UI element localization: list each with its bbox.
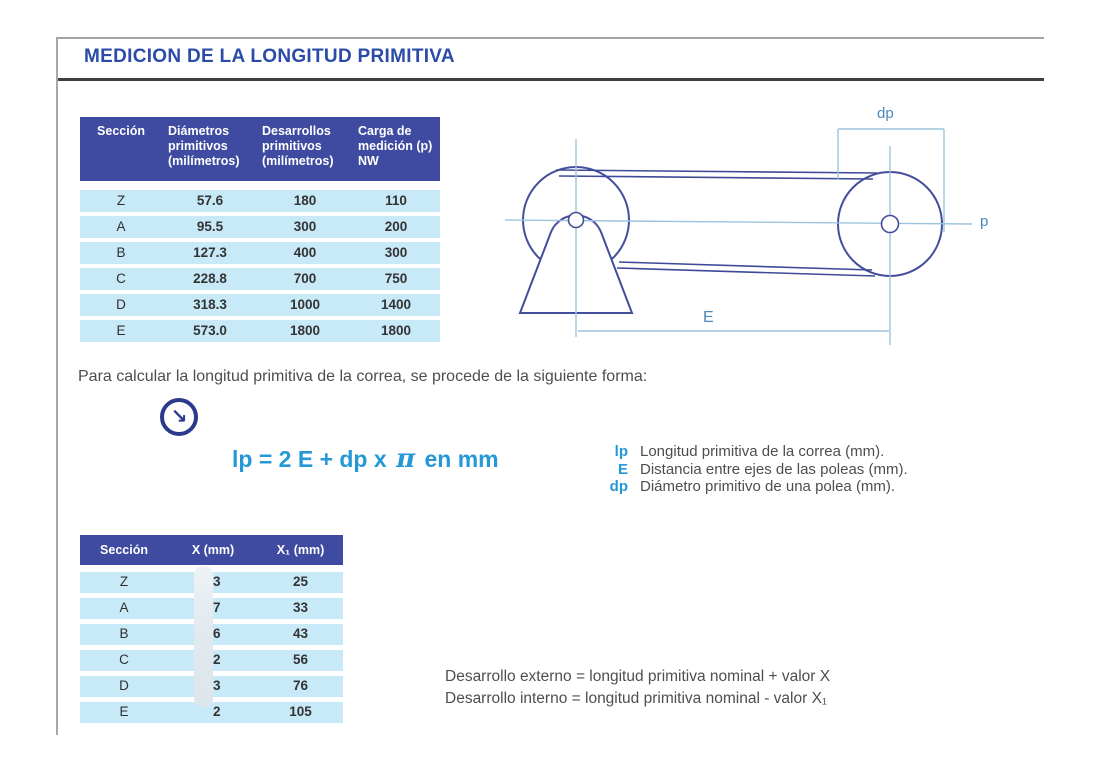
legend-term: E <box>617 460 628 478</box>
page-title: MEDICION DE LA LONGITUD PRIMITIVA <box>84 46 455 67</box>
cell-seccion: A <box>116 219 126 234</box>
cell-seccion: B <box>116 245 126 260</box>
cell-x1-value: 33 <box>292 600 309 615</box>
intro-text: Para calcular la longitud primitiva de la correa, se procede de la siguiente forma: <box>78 368 648 385</box>
cell-seccion: A <box>119 600 129 615</box>
note-desarrollo-interno: Desarrollo interno = longitud primitiva nominal - valor X₁ <box>445 690 828 707</box>
cell-desarrollo: 180 <box>293 193 317 208</box>
cell-x-value: 3 <box>213 574 221 589</box>
cell-carga: 110 <box>385 193 407 208</box>
table2-header <box>80 535 343 565</box>
cell-desarrollo: 400 <box>293 245 317 260</box>
cell-seccion: C <box>119 652 129 667</box>
table2-header-seccion: Sección <box>100 543 148 557</box>
cell-seccion: Z <box>116 193 126 208</box>
legend-text: Longitud primitiva de la correa (mm). <box>640 443 885 460</box>
table2-header-x: X (mm) <box>191 543 235 557</box>
cell-x1-value: 43 <box>292 626 309 641</box>
table2-header-x1: X₁ (mm) <box>276 543 325 557</box>
pi-symbol: π <box>396 444 416 474</box>
scan-artifact-blob <box>194 566 213 707</box>
dp-dimension-label: dp <box>877 105 894 122</box>
cell-seccion: D <box>116 297 126 312</box>
cell-seccion: E <box>119 704 129 719</box>
cell-x-value: 7 <box>213 600 221 615</box>
table1-header-desarrollos: Desarrollos primitivos (milímetros) <box>262 124 334 168</box>
cell-diametro: 318.3 <box>193 297 227 312</box>
development-notes <box>445 666 830 710</box>
cell-x1-value: 25 <box>292 574 309 589</box>
table1-header-diametros: Diámetros primitivos (milímetros) <box>168 124 240 168</box>
legend-term: dp <box>609 478 628 495</box>
cell-desarrollo: 1000 <box>289 297 321 312</box>
cell-diametro: 57.6 <box>196 193 224 208</box>
cell-seccion: B <box>119 626 129 641</box>
formula <box>232 444 499 474</box>
formula-suffix: en mm <box>424 446 499 472</box>
table1-header-carga: Carga de medición (p) NW <box>358 124 433 168</box>
cell-x-value: 6 <box>213 626 221 641</box>
cell-x1-value: 56 <box>292 652 309 667</box>
cell-carga: 1400 <box>380 297 412 312</box>
formula-legend <box>588 443 1008 496</box>
cell-seccion: D <box>119 678 129 693</box>
table-row <box>80 702 343 723</box>
cell-desarrollo: 300 <box>293 219 317 234</box>
cell-desarrollo: 700 <box>293 271 317 286</box>
e-dimension-label: E <box>703 309 714 326</box>
legend-row-dp <box>588 478 1008 496</box>
legend-text: Diámetro primitivo de una polea (mm). <box>640 478 896 495</box>
cell-desarrollo: 1800 <box>289 323 321 338</box>
cell-x-value: 3 <box>213 678 221 693</box>
arrow-down-right-icon: ↘ <box>170 406 188 428</box>
legend-row-lp <box>588 443 1008 461</box>
cell-seccion: C <box>116 271 126 286</box>
cell-diametro: 127.3 <box>193 245 227 260</box>
cell-diametro: 95.5 <box>196 219 224 234</box>
formula-prefix: lp = 2 E + dp x <box>232 446 387 472</box>
cell-x-value: 2 <box>213 704 221 719</box>
cell-seccion: Z <box>119 574 129 589</box>
cell-carga: 200 <box>384 219 408 234</box>
cell-seccion: E <box>116 323 126 338</box>
cell-x1-value: 105 <box>289 704 312 719</box>
note-desarrollo-externo: Desarrollo externo = longitud primitiva nominal + valor X <box>445 668 831 685</box>
p-axis-label: p <box>980 213 989 230</box>
table1-header-seccion: Sección <box>97 124 145 138</box>
cell-carga: 750 <box>384 271 408 286</box>
legend-text: Distancia entre ejes de las poleas (mm). <box>640 460 908 478</box>
cell-diametro: 228.8 <box>193 271 227 286</box>
cell-carga: 300 <box>384 245 408 260</box>
cell-x-value: 2 <box>213 652 221 667</box>
cell-diametro: 573.0 <box>193 323 227 338</box>
cell-carga: 1800 <box>380 323 412 338</box>
arrow-circle-icon <box>160 398 198 436</box>
legend-term: lp <box>614 443 628 460</box>
legend-row-e <box>588 461 1008 479</box>
cell-x1-value: 76 <box>292 678 309 693</box>
